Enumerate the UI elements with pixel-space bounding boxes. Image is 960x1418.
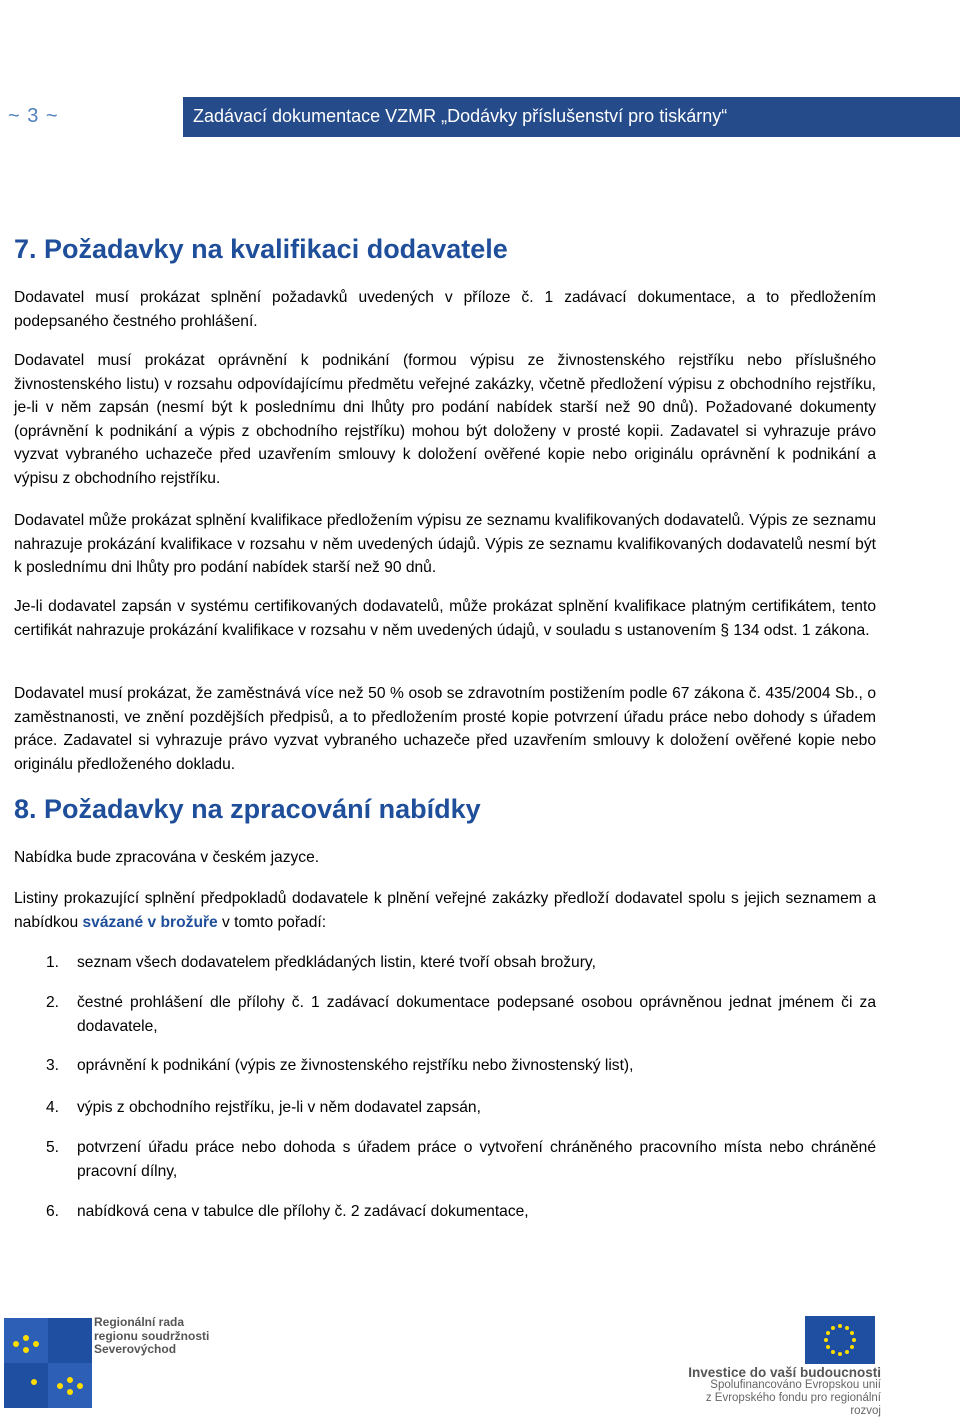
paragraph-text: Listiny prokazující splnění předpokladů dodavatele k plnění veřejné zakázky předloží dodavatel spolu s jejich seznamem a nabídkou (14, 890, 876, 931)
list-item (14, 1136, 876, 1183)
list-item-number: 5. (46, 1139, 60, 1156)
section-7-paragraph-4: Je-li dodavatel zapsán v systému certifikovaných dodavatelů, může prokázat splnění kvalifikace platným certifikátem, tento certifikát nahrazuje prokázání kvalifikace v rozsahu v něm uvedených údajů, v souladu s ustanovením § 134 odst. 1 zákona. (14, 598, 876, 639)
list-item-text: seznam všech dodavatelem předkládaných listin, které tvoří obsah brožury, (77, 954, 596, 971)
logo-line: Regionální rada (94, 1315, 185, 1329)
list-item (14, 1096, 876, 1120)
list-item-number: 4. (46, 1099, 60, 1116)
list-item (14, 1200, 876, 1224)
list-item-text: potvrzení úřadu práce nebo dohoda s úřadem práce o vytvoření chráněného pracovního místa nebo chráněné pracovní dílny, (77, 1139, 876, 1180)
section-7-paragraph-1: Dodavatel musí prokázat splnění požadavků uvedených v příloze č. 1 zadávací dokumentace, a to předložením podepsaného čestného prohlášení. (14, 289, 876, 330)
header-band (183, 97, 960, 137)
section-7-paragraph-5: Dodavatel musí prokázat, že zaměstnává více než 50 % osob se zdravotním postižením podle 67 zákona č. 435/2004 Sb., o zaměstnanosti, ve znění pozdějších předpisů, a to předložením prosté kopie potvrzení úřadu práce nebo dohody s úřadem práce. Zadavatel si vyhrazuje právo vyzvat vybraného uchazeče před uzavřením smlouvy k doložení ověřené kopie nebo originálu předloženého dokladu. (14, 685, 876, 773)
list-item-text: oprávnění k podnikání (výpis ze živnostenského rejstříku nebo živnostenský list), (77, 1057, 634, 1074)
section-8-paragraph-1: Nabídka bude zpracována v českém jazyce. (14, 849, 320, 866)
regional-council-logo-icon (4, 1318, 92, 1408)
section-7-heading: 7. Požadavky na kvalifikaci dodavatele (14, 234, 508, 264)
list-item (14, 991, 876, 1038)
list-item (14, 951, 876, 975)
list-item-text: nabídková cena v tabulce dle přílohy č. 2 zadávací dokumentace, (77, 1203, 529, 1220)
section-7-paragraph-2: Dodavatel musí prokázat oprávnění k podnikání (formou výpisu ze živnostenského rejstříku nebo příslušného živnostenského listu) v rozsahu odpovídajícímu předmětu veřejné zakázky, včetně předložení výpisu z obchodního rejstříku, je-li v něm zapsán (nesmí být k poslednímu dni lhůty pro podání nabídek starší než 90 dnů). Požadované dokumenty (oprávnění k podnikání a výpis z obchodního rejstříku) mohou být doloženy v prosté kopii. Zadavatel si vyhrazuje právo vyzvat vybraného uchazeče před uzavřením smlouvy k doložení ověřené kopie nebo originálu oprávnění k podnikání a výpisu z obchodního rejstříku. (14, 352, 876, 487)
section-8-heading: 8. Požadavky na zpracování nabídky (14, 794, 481, 824)
page-header (0, 97, 960, 137)
logo-line: z Evropského fondu pro regionální rozvoj (705, 1392, 881, 1417)
page-number: ~ 3 ~ (8, 105, 59, 127)
eu-flag-icon (805, 1316, 875, 1364)
regional-council-logo-text (94, 1316, 209, 1357)
emphasis-text: svázané v brožuře (82, 913, 218, 931)
section-8-paragraph-2 (14, 887, 876, 934)
list-item (14, 1054, 876, 1078)
logo-line: Spolufinancováno Evropskou unií (710, 1379, 881, 1391)
list-item-text: výpis z obchodního rejstříku, je-li v něm dodavatel zapsán, (77, 1099, 481, 1116)
list-item-text: čestné prohlášení dle přílohy č. 1 zadávací dokumentace podepsané osobou oprávněnou jednat jménem či za dodavatele, (77, 994, 876, 1035)
logo-line: regionu soudržnosti (94, 1328, 210, 1343)
list-item-number: 3. (46, 1057, 60, 1074)
list-item-number: 1. (46, 954, 60, 971)
paragraph-text: v tomto pořadí: (217, 913, 327, 931)
eu-logo-text (676, 1366, 881, 1418)
footer-logos (0, 1300, 960, 1415)
logo-line: Severovýchod (94, 1342, 177, 1356)
logo-line: Investice do vaší budoucnosti (688, 1365, 881, 1380)
list-item-number: 6. (46, 1203, 60, 1220)
section-7-paragraph-3: Dodavatel může prokázat splnění kvalifikace předložením výpisu ze seznamu kvalifikovaných dodavatelů. Výpis ze seznamu nahrazuje prokázání kvalifikace v rozsahu v něm uvedených údajů. Výpis ze seznamu kvalifikovaných dodavatelů nesmí být k poslednímu dni lhůty pro podání nabídek starší než 90 dnů. (14, 512, 876, 576)
list-item-number: 2. (46, 994, 60, 1011)
header-title: Zadávací dokumentace VZMR „Dodávky příslušenství pro tiskárny“ (193, 106, 728, 126)
